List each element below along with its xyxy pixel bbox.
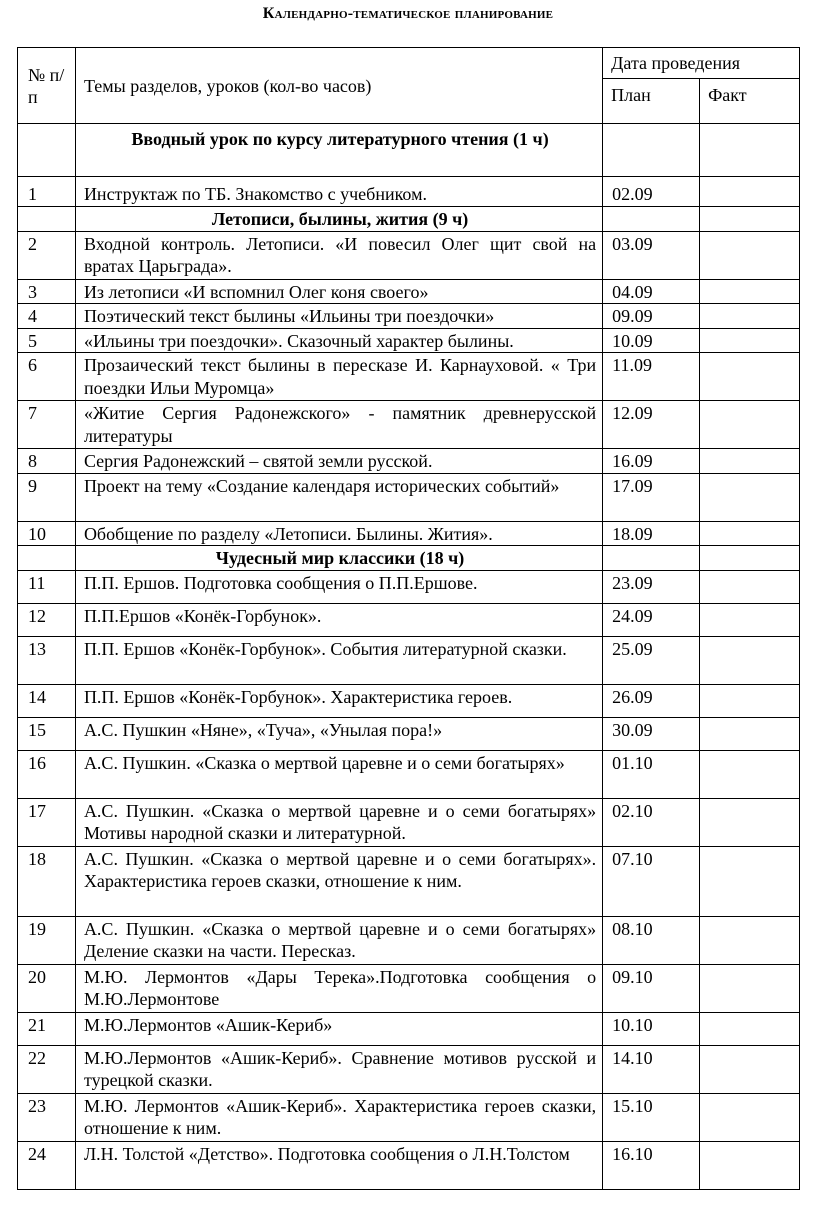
lesson-topic: Обобщение по разделу «Летописи. Былины. Жития». [75,521,602,546]
lesson-topic: П.П. Ершов. Подготовка сообщения о П.П.Ершове. [75,570,602,603]
lesson-topic: Проект на тему «Создание календаря исторических событий» [75,473,602,521]
plan-date: 04.09 [603,279,700,304]
section-fact-cell [700,546,800,571]
table-row [18,1012,800,1045]
fact-date [700,1045,800,1093]
header-row [18,48,800,79]
plan-date: 02.10 [603,798,700,846]
section-num-cell [18,546,76,571]
table-row [18,231,800,279]
fact-date [700,353,800,401]
fact-date [700,473,800,521]
row-number: 5 [18,328,76,353]
lesson-topic: «Житие Сергия Радонежского» - памятник древнерусской литературы [75,401,602,449]
table-row [18,750,800,798]
row-number: 12 [18,603,76,636]
lesson-topic: «Ильины три поездочки». Сказочный характер былины. [75,328,602,353]
fact-date [700,401,800,449]
table-row [18,328,800,353]
fact-date [700,449,800,474]
fact-date [700,964,800,1012]
lesson-topic: Сергия Радонежский – святой земли русской. [75,449,602,474]
section-row [18,207,800,232]
plan-date: 07.10 [603,846,700,916]
header-num: № п/п [18,48,76,124]
lesson-topic: Л.Н. Толстой «Детство». Подготовка сообщения о Л.Н.Толстом [75,1141,602,1189]
plan-date: 02.09 [603,177,700,207]
plan-date: 08.10 [603,916,700,964]
plan-date: 14.10 [603,1045,700,1093]
row-number: 8 [18,449,76,474]
row-number: 9 [18,473,76,521]
lesson-topic: А.С. Пушкин. «Сказка о мертвой царевне и о семи богатырях» Деление сказки на части. Пересказ. [75,916,602,964]
table-row [18,798,800,846]
lesson-topic: Входной контроль. Летописи. «И повесил Олег щит свой на вратах Царьграда». [75,231,602,279]
plan-table [17,47,800,1190]
fact-date [700,717,800,750]
fact-date [700,684,800,717]
plan-date: 10.10 [603,1012,700,1045]
row-number: 17 [18,798,76,846]
table-row [18,449,800,474]
row-number: 24 [18,1141,76,1189]
lesson-topic: Инструктаж по ТБ. Знакомство с учебником. [75,177,602,207]
table-row [18,684,800,717]
table-row [18,473,800,521]
section-title: Вводный урок по курсу литературного чтения (1 ч) [75,124,602,177]
row-number: 2 [18,231,76,279]
fact-date [700,177,800,207]
section-fact-cell [700,124,800,177]
section-num-cell [18,207,76,232]
fact-date [700,798,800,846]
fact-date [700,916,800,964]
plan-date: 09.09 [603,304,700,329]
fact-date [700,328,800,353]
plan-date: 01.10 [603,750,700,798]
lesson-topic: М.Ю. Лермонтов «Ашик-Кериб». Характеристика героев сказки, отношение к ним. [75,1093,602,1141]
header-plan: План [603,78,700,123]
table-row [18,279,800,304]
fact-date [700,279,800,304]
row-number: 20 [18,964,76,1012]
row-number: 14 [18,684,76,717]
row-number: 22 [18,1045,76,1093]
header-date: Дата проведения [603,48,800,79]
plan-date: 09.10 [603,964,700,1012]
fact-date [700,521,800,546]
table-row [18,636,800,684]
row-number: 18 [18,846,76,916]
plan-date: 15.10 [603,1093,700,1141]
section-plan-cell [603,546,700,571]
fact-date [700,636,800,684]
table-row [18,916,800,964]
plan-date: 12.09 [603,401,700,449]
fact-date [700,304,800,329]
lesson-topic: Прозаический текст былины в пересказе И. Карнауховой. « Три поездки Ильи Муромца» [75,353,602,401]
table-row [18,1093,800,1141]
section-title: Летописи, былины, жития (9 ч) [75,207,602,232]
row-number: 23 [18,1093,76,1141]
lesson-topic: А.С. Пушкин «Няне», «Туча», «Унылая пора!» [75,717,602,750]
plan-date: 25.09 [603,636,700,684]
plan-date: 26.09 [603,684,700,717]
section-plan-cell [603,124,700,177]
table-row [18,964,800,1012]
table-row [18,717,800,750]
lesson-topic: А.С. Пушкин. «Сказка о мертвой царевне и о семи богатырях» [75,750,602,798]
header-fact: Факт [700,78,800,123]
table-row [18,1045,800,1093]
row-number: 15 [18,717,76,750]
row-number: 19 [18,916,76,964]
row-number: 1 [18,177,76,207]
row-number: 13 [18,636,76,684]
lesson-topic: М.Ю. Лермонтов «Дары Терека».Подготовка сообщения о М.Ю.Лермонтове [75,964,602,1012]
plan-date: 11.09 [603,353,700,401]
fact-date [700,1141,800,1189]
row-number: 11 [18,570,76,603]
section-row [18,546,800,571]
plan-date: 10.09 [603,328,700,353]
lesson-topic: М.Ю.Лермонтов «Ашик-Кериб». Сравнение мотивов русской и турецкой сказки. [75,1045,602,1093]
table-row [18,521,800,546]
lesson-topic: А.С. Пушкин. «Сказка о мертвой царевне и о семи богатырях» Мотивы народной сказки и литературной. [75,798,602,846]
row-number: 7 [18,401,76,449]
table-row [18,304,800,329]
fact-date [700,1012,800,1045]
fact-date [700,750,800,798]
plan-date: 16.10 [603,1141,700,1189]
plan-date: 16.09 [603,449,700,474]
table-row [18,1141,800,1189]
row-number: 21 [18,1012,76,1045]
table-row [18,401,800,449]
table-row [18,603,800,636]
fact-date [700,603,800,636]
fact-date [700,846,800,916]
fact-date [700,1093,800,1141]
plan-date: 30.09 [603,717,700,750]
row-number: 6 [18,353,76,401]
table-row [18,177,800,207]
table-row [18,846,800,916]
row-number: 10 [18,521,76,546]
lesson-topic: П.П. Ершов «Конёк-Горбунок». Характеристика героев. [75,684,602,717]
lesson-topic: А.С. Пушкин. «Сказка о мертвой царевне и о семи богатырях». Характеристика героев сказки, отношение к ним. [75,846,602,916]
section-plan-cell [603,207,700,232]
page-title: Календарно-тематическое планирование [262,5,554,22]
lesson-topic: П.П. Ершов «Конёк-Горбунок». События литературной сказки. [75,636,602,684]
row-number: 16 [18,750,76,798]
plan-date: 03.09 [603,231,700,279]
row-number: 3 [18,279,76,304]
section-num-cell [18,124,76,177]
lesson-topic: Поэтический текст былины «Ильины три поездочки» [75,304,602,329]
plan-date: 18.09 [603,521,700,546]
section-row [18,124,800,177]
lesson-topic: П.П.Ершов «Конёк-Горбунок». [75,603,602,636]
section-title: Чудесный мир классики (18 ч) [75,546,602,571]
plan-date: 24.09 [603,603,700,636]
fact-date [700,570,800,603]
row-number: 4 [18,304,76,329]
table-row [18,570,800,603]
plan-date: 23.09 [603,570,700,603]
table-row [18,353,800,401]
lesson-topic: Из летописи «И вспомнил Олег коня своего» [75,279,602,304]
lesson-topic: М.Ю.Лермонтов «Ашик-Кериб» [75,1012,602,1045]
plan-date: 17.09 [603,473,700,521]
fact-date [700,231,800,279]
section-fact-cell [700,207,800,232]
header-topic: Темы разделов, уроков (кол-во часов) [75,48,602,124]
